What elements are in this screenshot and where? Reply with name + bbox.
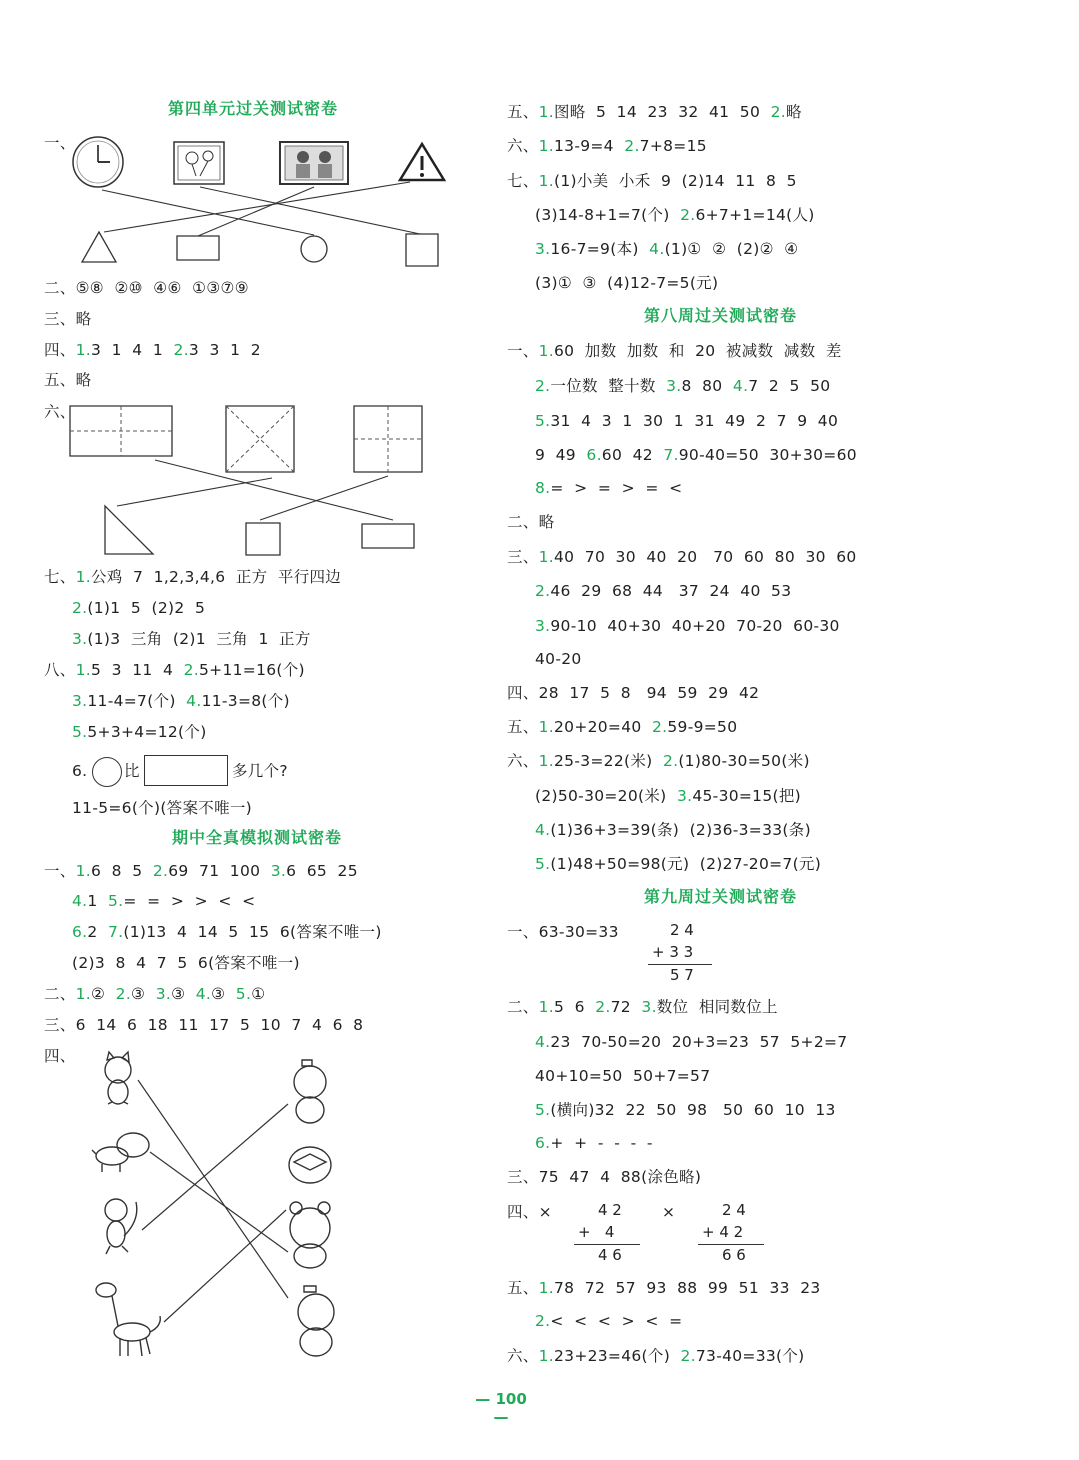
w9-q2: 二、1.5 6 2.72 3.数位 相同数位上 (507, 998, 778, 1016)
w8-q5: 五、1.20+20=40 2.59-9=50 (507, 718, 738, 736)
small-rectangle-shape (362, 524, 414, 548)
vertical-calc-3-middle: + 4 2 (702, 1223, 744, 1241)
w8-q3-line4: 40-20 (535, 650, 582, 668)
w8-q6-line1: 六、1.25-3=22(米) 2.(1)80-30=50(米) (507, 752, 810, 770)
q4-answer: 四、1.3 1 4 1 2.3 3 1 2 (44, 341, 261, 359)
q1-label: 一、 (44, 134, 76, 152)
q8-compare-text: 比 (124, 762, 140, 780)
vertical-calc-2-top: 4 2 (598, 1201, 622, 1219)
section-title-week8: 第八周过关测试密卷 (644, 306, 798, 325)
w9-q2-line2: 4.23 70-50=20 20+3=23 57 5+2=7 (535, 1033, 848, 1051)
w9-q4-mark2: × (662, 1203, 676, 1221)
clock-icon (73, 137, 123, 187)
r7-line1: 七、1.(1)小美 小禾 9 (2)14 11 8 5 (507, 172, 797, 190)
dog-icon (92, 1133, 149, 1172)
w9-q2-line5: 6.+ + - - - - (535, 1134, 653, 1152)
vertical-calc-3-top: 2 4 (722, 1201, 746, 1219)
w9-q1: 一、63-30=33 (507, 923, 619, 941)
r6-answer: 六、1.13-9=4 2.7+8=15 (507, 137, 707, 155)
w8-q6-line4: 5.(1)48+50=98(元) (2)27-20=7(元) (535, 855, 822, 873)
piglet-icon (298, 1286, 334, 1356)
q7-line2: 2.(1)1 5 (2)2 5 (72, 599, 206, 617)
m4-label: 四、 (44, 1047, 76, 1065)
q6-label: 六、 (44, 403, 76, 421)
q8-item6-answer: 11-5=6(个)(答案不唯一) (72, 799, 253, 817)
vertical-calc-2-result: 4 6 (598, 1246, 622, 1264)
w8-q3-line2: 2.46 29 68 44 37 24 40 53 (535, 582, 792, 600)
warning-sign-icon (400, 144, 444, 180)
m1-line2: 4.1 5.= = > > < < (72, 892, 256, 910)
r7-line4: (3)① ③ (4)12-7=5(元) (535, 274, 719, 292)
section-title-week9: 第九周过关测试密卷 (644, 887, 798, 906)
w9-q2-line3: 40+10=50 50+7=57 (535, 1067, 711, 1085)
vertical-calc-2-rule (574, 1244, 640, 1245)
small-square-shape (246, 523, 280, 555)
monkey-icon (105, 1199, 137, 1254)
w9-q5-line1: 五、1.78 72 57 93 88 99 51 33 23 (507, 1279, 821, 1297)
q8-rectangle-blank (144, 755, 228, 786)
bear-icon (290, 1202, 330, 1268)
w8-q1-line3: 5.31 4 3 1 30 1 31 49 2 7 9 40 (535, 412, 839, 430)
q5-answer: 五、略 (44, 371, 92, 389)
m1-line1: 一、1.6 8 5 2.69 71 100 3.6 65 25 (44, 862, 358, 880)
vertical-calc-1-result: 5 7 (670, 966, 694, 984)
children-picture-icon (280, 142, 348, 184)
vertical-calc-3-rule (698, 1244, 764, 1245)
q7-line1: 七、1.公鸡 7 1,2,3,4,6 正方 平行四边 (44, 568, 342, 586)
m3-answer: 三、6 14 6 18 11 17 5 10 7 4 6 8 (44, 1016, 364, 1034)
vertical-calc-1-rule (648, 964, 712, 965)
q8-line3: 5.5+3+4=12(个) (72, 723, 207, 741)
q2-answer: 二、⑤⑧ ②⑩ ④⑥ ①③⑦⑨ (44, 279, 249, 297)
q8-circle-blank (92, 757, 122, 787)
w8-q2: 二、略 (507, 513, 555, 531)
w9-q6: 六、1.23+23=46(个) 2.73-40=33(个) (507, 1347, 805, 1365)
page-number: — 100 — (475, 1390, 527, 1426)
w8-q1-line2: 2.一位数 整十数 3.8 80 4.7 2 5 50 (535, 377, 831, 395)
q1-matching-figure (60, 132, 460, 272)
w8-q3-line1: 三、1.40 70 30 40 20 70 60 80 30 60 (507, 548, 857, 566)
w8-q3-line3: 3.90-10 40+30 40+20 70-20 60-30 (535, 617, 840, 635)
w8-q4: 四、28 17 5 8 94 59 29 42 (507, 684, 760, 702)
q3-answer: 三、略 (44, 310, 92, 328)
m1-line4: (2)3 8 4 7 5 6(答案不唯一) (72, 954, 300, 972)
section-title-unit4: 第四单元过关测试密卷 (168, 99, 339, 118)
w8-q6-line2: (2)50-30=20(米) 3.45-30=15(把) (535, 787, 802, 805)
q8-question-text: 多几个? (232, 762, 288, 780)
q8-item6-number: 6. (72, 762, 88, 780)
vertical-calc-1-top: 2 4 (670, 921, 694, 939)
r7-line2: (3)14-8+1=7(个) 2.6+7+1=14(人) (535, 206, 815, 224)
animal-matching-figure (88, 1050, 348, 1365)
m2-answer: 二、1.② 2.③ 3.③ 4.③ 5.① (44, 985, 266, 1003)
bear-cub-icon (294, 1060, 326, 1123)
r5-answer: 五、1.图略 5 14 23 32 41 50 2.略 (507, 103, 802, 121)
r7-line3: 3.16-7=9(本) 4.(1)① ② (2)② ④ (535, 240, 799, 258)
bowl-icon (289, 1147, 331, 1183)
rectangle-shape (177, 236, 219, 260)
section-title-midterm: 期中全真模拟测试密卷 (172, 828, 343, 847)
w9-q3: 三、75 47 4 88(涂色略) (507, 1168, 702, 1186)
w8-q1-line5: 8.= > = > = < (535, 479, 683, 497)
triangle-shape (82, 232, 116, 262)
w9-q2-line4: 5.(横向)32 22 50 98 50 60 10 13 (535, 1101, 836, 1119)
flower-picture-icon (174, 142, 224, 184)
giraffe-icon (96, 1283, 160, 1356)
w8-q1-line4: 9 49 6.60 42 7.90-40=50 30+30=60 (535, 446, 857, 464)
q8-line2: 3.11-4=7(个) 4.11-3=8(个) (72, 692, 290, 710)
w8-q1-line1: 一、1.60 加数 加数 和 20 被减数 减数 差 (507, 342, 842, 360)
vertical-calc-1-middle: + 3 3 (652, 943, 694, 961)
vertical-calc-3-result: 6 6 (722, 1246, 746, 1264)
q6-folding-figure (65, 400, 425, 560)
w8-q6-line3: 4.(1)36+3=39(条) (2)36-3=33(条) (535, 821, 811, 839)
m1-line3: 6.2 7.(1)13 4 14 5 15 6(答案不唯一) (72, 923, 382, 941)
w9-q4: 四、× (507, 1203, 552, 1221)
circle-shape (301, 236, 327, 262)
right-triangle-shape (105, 506, 153, 554)
w9-q5-line2: 2.< < < > < = (535, 1312, 683, 1330)
cat-icon (105, 1052, 131, 1104)
square-shape (406, 234, 438, 266)
q8-line1: 八、1.5 3 11 4 2.5+11=16(个) (44, 661, 305, 679)
q7-line3: 3.(1)3 三角 (2)1 三角 1 正方 (72, 630, 311, 648)
vertical-calc-2-middle: + 4 (578, 1223, 615, 1241)
